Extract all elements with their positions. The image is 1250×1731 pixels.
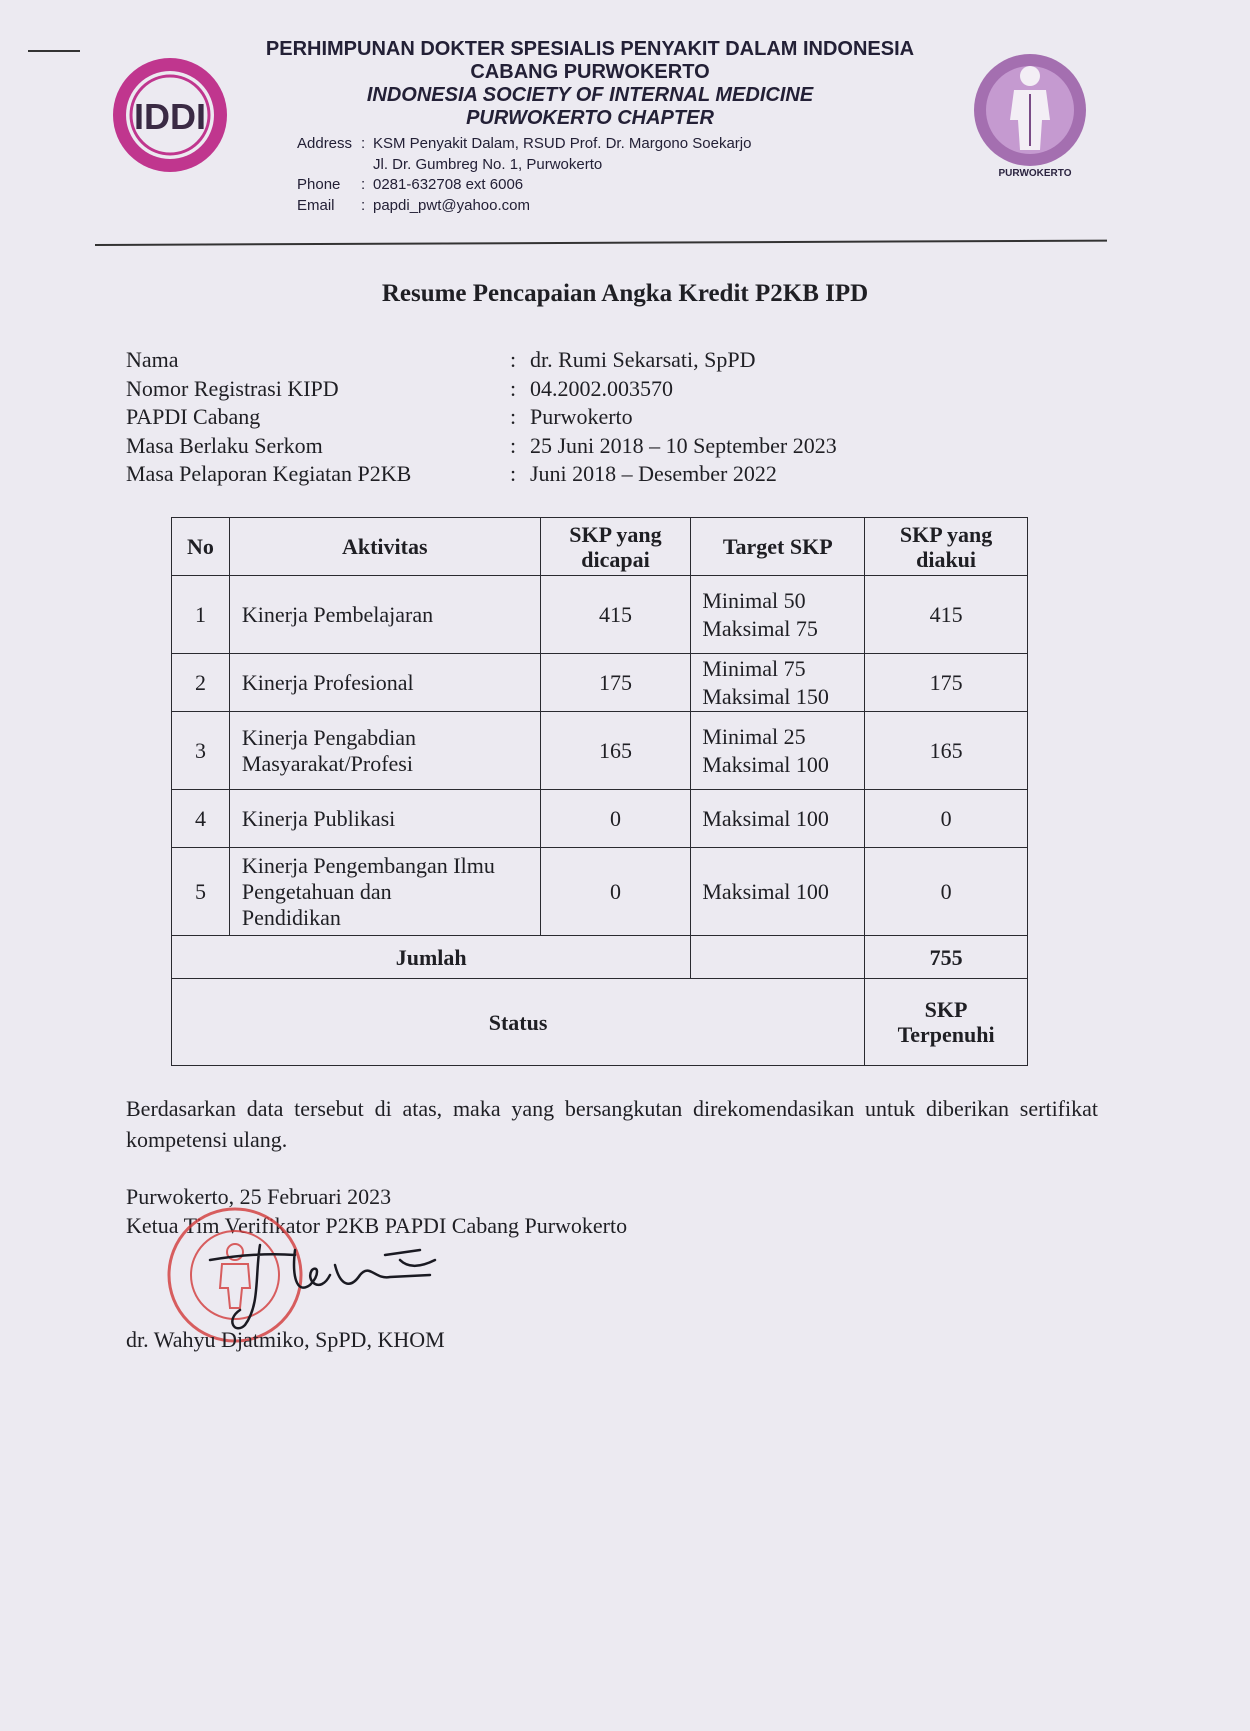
- cell-no: 2: [172, 654, 230, 712]
- cell-dicapai: 0: [540, 848, 691, 936]
- info-row: Masa Berlaku Serkom : 25 Juni 2018 – 10 September 2023: [126, 432, 837, 461]
- jumlah-label: Jumlah: [172, 936, 691, 979]
- cell-no: 3: [172, 712, 230, 790]
- cell-dicapai: 0: [540, 790, 691, 848]
- letterhead-title: [250, 38, 930, 130]
- cell-target: Maksimal 100: [691, 790, 865, 848]
- logo-left-text: IDDI: [134, 96, 206, 137]
- info-row: Nama : dr. Rumi Sekarsati, SpPD: [126, 346, 837, 375]
- info-value: dr. Rumi Sekarsati, SpPD: [530, 347, 756, 372]
- cell-aktivitas: Kinerja Pengabdian Masyarakat/Profesi: [229, 712, 540, 790]
- scan-mark: [28, 50, 80, 52]
- header-divider: [95, 240, 1107, 246]
- cell-aktivitas: Kinerja Profesional: [229, 654, 540, 712]
- table-header-row: [172, 518, 1028, 576]
- org-branch: CABANG PURWOKERTO: [470, 61, 710, 83]
- cell-no: 1: [172, 576, 230, 654]
- info-row: PAPDI Cabang : Purwokerto: [126, 403, 837, 432]
- cell-dicapai: 415: [540, 576, 691, 654]
- papdi-logo-right: [970, 50, 1090, 170]
- jumlah-empty-cell: [691, 936, 865, 979]
- header-dicapai: SKP yang dicapai: [540, 518, 691, 576]
- status-label: Status: [172, 979, 865, 1066]
- status-value: SKP Terpenuhi: [865, 979, 1028, 1066]
- cell-diakui: 415: [865, 576, 1028, 654]
- table-row: [172, 712, 1028, 790]
- document-title: Resume Pencapaian Angka Kredit P2KB IPD: [381, 280, 869, 307]
- org-chapter-english: PURWOKERTO CHAPTER: [466, 107, 714, 129]
- logo-right-caption: PURWOKERTO: [998, 168, 1072, 179]
- header-target: Target SKP: [691, 518, 865, 576]
- table-row: [172, 848, 1028, 936]
- info-value: 25 Juni 2018 – 10 September 2023: [530, 432, 837, 458]
- phone-label: Phone: [297, 176, 341, 193]
- table-status-row: [172, 979, 1028, 1066]
- info-block: [126, 346, 837, 489]
- org-name: PERHIMPUNAN DOKTER SPESIALIS PENYAKIT DALAM INDONESIA: [265, 38, 915, 60]
- info-value: Juni 2018 – Desember 2022: [530, 461, 777, 486]
- cell-dicapai: 175: [540, 654, 691, 712]
- cell-diakui: 165: [865, 712, 1028, 790]
- papdi-logo-left: [110, 55, 230, 175]
- letterhead-contact: Address : KSM Penyakit Dalam, RSUD Prof. Dr. Margono Soekarjo Jl. Dr. Gumbreg No. 1, Purwokerto Phone : 0281-632708 ext 6006 Email : papdi_pwt@yahoo.com: [297, 134, 751, 216]
- cell-diakui: 0: [865, 790, 1028, 848]
- cell-aktivitas: Kinerja Publikasi: [229, 790, 540, 848]
- info-label: Masa Berlaku Serkom: [126, 432, 323, 458]
- table-total-row: [172, 936, 1028, 979]
- signer-position: Ketua Tim Verifikator P2KB PAPDI Cabang Purwokerto: [126, 1213, 628, 1238]
- signer-name: dr. Wahyu Djatmiko, SpPD, KHOM: [126, 1327, 445, 1352]
- cell-aktivitas: Kinerja Pengembangan Ilmu Pengetahuan dan Pendidikan: [229, 848, 540, 936]
- table-row: [172, 576, 1028, 654]
- handwritten-signature: [200, 1225, 440, 1335]
- info-row: Nomor Registrasi KIPD : 04.2002.003570: [126, 375, 837, 404]
- cell-target: Maksimal 100: [691, 848, 865, 936]
- info-label: Nomor Registrasi KIPD: [126, 375, 339, 401]
- address-line2: Jl. Dr. Gumbreg No. 1, Purwokerto: [373, 155, 603, 173]
- cell-diakui: 175: [865, 654, 1028, 712]
- address-line1: KSM Penyakit Dalam, RSUD Prof. Dr. Margono Soekarjo: [373, 135, 752, 152]
- address-label: Address: [297, 135, 353, 152]
- cell-target: Minimal 25 Maksimal 100: [691, 712, 865, 790]
- cell-target: Minimal 75 Maksimal 150: [691, 654, 865, 712]
- cell-aktivitas: Kinerja Pembelajaran: [229, 576, 540, 654]
- phone-value: 0281-632708 ext 6006: [373, 176, 524, 193]
- header-no: No: [172, 518, 230, 576]
- recommendation-paragraph: Berdasarkan data tersebut di atas, maka yang bersangkutan direkomendasikan untuk diberikan sertifikat kompetensi ulang.: [126, 1096, 1098, 1152]
- email-label: Email: [297, 196, 335, 214]
- info-label: PAPDI Cabang: [126, 404, 261, 429]
- org-name-english: INDONESIA SOCIETY OF INTERNAL MEDICINE: [366, 84, 814, 106]
- info-value: 04.2002.003570: [530, 375, 673, 401]
- place-date: Purwokerto, 25 Februari 2023: [126, 1184, 392, 1209]
- info-label: Masa Pelaporan Kegiatan P2KB: [126, 461, 412, 486]
- cell-no: 5: [172, 848, 230, 936]
- info-label: Nama: [126, 347, 179, 372]
- cell-dicapai: 165: [540, 712, 691, 790]
- skp-table: [171, 517, 1028, 1066]
- cell-diakui: 0: [865, 848, 1028, 936]
- cell-no: 4: [172, 790, 230, 848]
- info-value: Purwokerto: [530, 404, 633, 429]
- table-row: [172, 654, 1028, 712]
- jumlah-value: 755: [865, 936, 1028, 979]
- info-row: Masa Pelaporan Kegiatan P2KB : Juni 2018 – Desember 2022: [126, 460, 837, 489]
- cell-target: Minimal 50 Maksimal 75: [691, 576, 865, 654]
- table-row: [172, 790, 1028, 848]
- header-diakui: SKP yang diakui: [865, 518, 1028, 576]
- header-aktivitas: Aktivitas: [229, 518, 540, 576]
- email-value: papdi_pwt@yahoo.com: [373, 196, 530, 214]
